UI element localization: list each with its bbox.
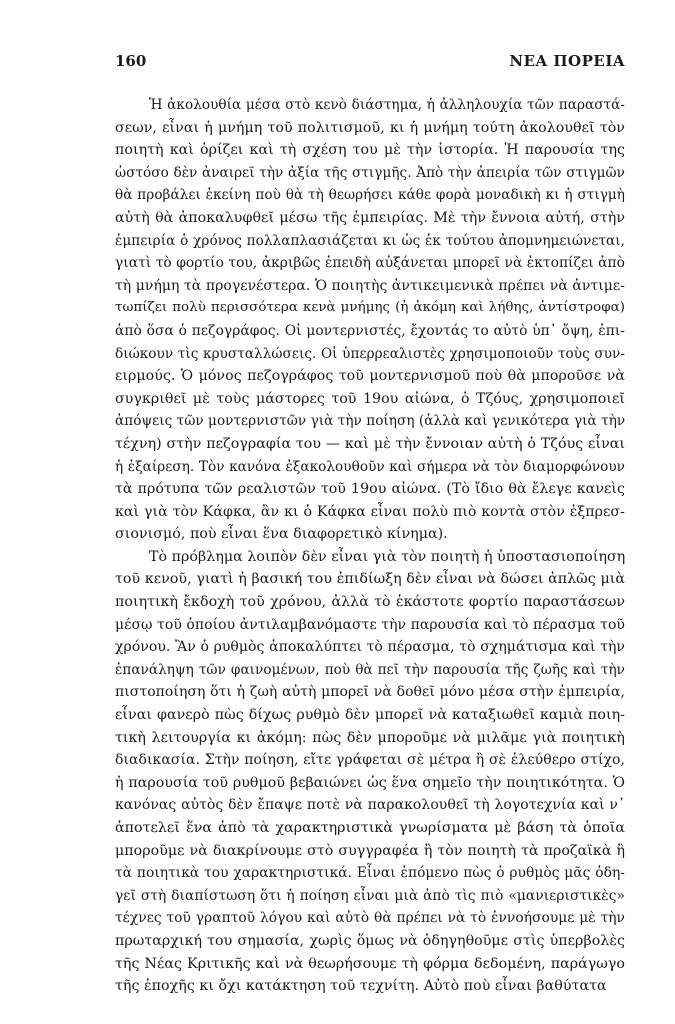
text-line: εἶναι φανερὸ πὼς δίχως ρυθμὸ δὲν μπορεῖ νὰ καταξιωθεῖ καμιὰ ποιη- bbox=[115, 707, 625, 724]
text-line: ἡ ἐξαίρεση. Τὸν κανόνα ἐξακολουθοῦν καὶ σήμερα νὰ τὸν διαμορφώνουν bbox=[115, 458, 625, 475]
text-line: γεῖ στὴ διαπίστωση ὅτι ἡ ποίηση εἶναι μιὰ ἀπὸ τὶς πιὸ «μανιεριστικὲς» bbox=[115, 887, 625, 904]
text-line: σιονισμό, ποὺ εἶναι ἕνα διαφορετικὸ κίνημα). bbox=[115, 526, 448, 543]
text-line: τῆς ἐποχῆς κι ὄχι κατάκτηση τοῦ τεχνίτη. Αὐτὸ ποὺ εἶναι βαθύτατα bbox=[115, 978, 607, 995]
text-line: ἐμπειρία ὁ χρόνος πολλαπλασιάζεται κι ὡς ἐκ τούτου ἀπομνημειώνεται, bbox=[115, 232, 625, 249]
text-line: τοῦ κενοῦ, γιατὶ ἡ βασική του ἐπιδίωξη δὲν εἶναι νὰ δώσει ἁπλῶς μιὰ bbox=[115, 571, 625, 588]
text-line: ἐπανάληψη τῶν φαινομένων, ποὺ θὰ πεῖ τὴν παρουσία τῆς ζωῆς καὶ τὴν bbox=[115, 661, 625, 678]
text-line: σεων, εἶναι ἡ μνήμη τοῦ πολιτισμοῦ, κι ἡ μνήμη τούτη ἀκολουθεῖ τὸν bbox=[115, 119, 625, 136]
text-line: πρωταρχική του σημασία, χωρὶς ὅμως νὰ ὁδηγηθοῦμε στὶς ὑπερβολὲς bbox=[115, 932, 625, 949]
text-line: ἀποτελεῖ ἕνα ἀπὸ τὰ χαρακτηριστικὰ γνωρίσματα μὲ βάση τὰ ὁποῖα bbox=[115, 820, 625, 836]
text-line: κανόνας αὐτὸς δὲν ἔπαψε ποτὲ νὰ παρακολουθεῖ τὴ λογοτεχνία καὶ ν᾽ bbox=[115, 797, 625, 814]
page-number: 160 bbox=[115, 52, 147, 70]
text-line: αὐτὴ θὰ ἀποκαλυφθεῖ μέσω τῆς ἐμπειρίας. Μὲ τὴν ἔννοια αὐτή, στὴν bbox=[115, 209, 625, 226]
text-line: ειρμούς. Ὁ μόνος πεζογράφος τοῦ μοντερνισμοῦ ποὺ θὰ μποροῦσε νὰ bbox=[115, 368, 625, 385]
text-line: ἀπὸ ὅσα ὁ πεζογράφος. Οἱ μοντερνιστές, ἔχοντάς το αὐτὸ ὑπ᾽ ὄψη, ἐπι- bbox=[115, 322, 625, 339]
text-line: τὰ πρότυπα τῶν ρεαλιστῶν τοῦ 19ου αἰώνα. (Τὸ ἴδιο θὰ ἔλεγε κανεὶς bbox=[115, 481, 625, 498]
text-line: ὡστόσο δὲν ἀναιρεῖ τὴν ἀξία τῆς στιγμῆς. Ἀπὸ τὴν ἀπειρία τῶν στιγμῶν bbox=[115, 164, 625, 181]
text-line: τέχνες τοῦ γραπτοῦ λόγου καὶ αὐτὸ θὰ πρέπει νὰ τὸ ἐννοήσουμε μὲ τὴν bbox=[115, 910, 625, 927]
text-line: διαδικασία. Στὴν ποίηση, εἴτε γράφεται σὲ μέτρα ἢ σὲ ἐλεύθερο στίχο, bbox=[115, 752, 625, 769]
text-line: Τὸ πρόβλημα λοιπὸν δὲν εἶναι γιὰ τὸν ποιητὴ ἡ ὑποστασιοποίηση bbox=[149, 548, 626, 565]
body-text bbox=[115, 94, 625, 998]
text-line: ποιητὴ καὶ ὁρίζει καὶ τὴ σχέση του μὲ τὴν ἱστορία. Ἡ παρουσία της bbox=[115, 142, 625, 159]
text-line: χρόνου. Ἂν ὁ ρυθμὸς ἀποκαλύπτει τὸ πέρασμα, τὸ σχημάτισμα καὶ τὴν bbox=[115, 639, 625, 656]
text-line: καὶ γιὰ τὸν Κάφκα, ἂν κι ὁ Κάφκα εἶναι πολὺ πιὸ κοντὰ στὸν ἐξπρεσ- bbox=[115, 503, 625, 520]
text-line: πιστοποίηση ὅτι ἡ ζωὴ αὐτὴ μπορεῖ νὰ δοθεῖ μόνο μέσα στὴν ἐμπειρία, bbox=[115, 684, 625, 701]
text-line: τὰ ποιητικὰ του χαρακτηριστικά. Εἶναι ἐπόμενο πὼς ὁ ρυθμὸς μᾶς ὁδη- bbox=[115, 865, 625, 882]
text-line: τῆς Νέας Κριτικῆς καὶ νὰ θεωρήσουμε τὴ φόρμα δεδομένη, παράγωγο bbox=[115, 955, 625, 972]
text-line: θὰ προβάλει ἐκείνη ποὺ θὰ τὴ θεωρήσει κάθε φορὰ μοναδικὴ κι ἡ στιγμὴ bbox=[115, 187, 625, 204]
paragraph bbox=[115, 546, 625, 998]
running-title: ΝΕΑ ΠΟΡΕΙΑ bbox=[509, 52, 625, 70]
text-line: ἡ παρουσία τοῦ ρυθμοῦ βεβαιώνει ὡς ἕνα σημεῖο τὴν ποιητικότητα. Ὁ bbox=[115, 774, 625, 791]
paragraph bbox=[115, 94, 625, 546]
text-line: γιατὶ τὸ φορτίο του, ἀκριβῶς ἐπειδὴ αὐξάνεται μπορεῖ νὰ ἐκτοπίζει ἀπὸ bbox=[115, 255, 625, 272]
text-line: τικὴ λειτουργία κι ἀκόμη: πὼς δὲν μποροῦμε νὰ μιλᾶμε γιὰ ποιητικὴ bbox=[115, 729, 625, 746]
text-line: μποροῦμε νὰ διακρίνουμε στὸ συγγραφέα ἢ τὸν ποιητὴ τὰ προζαϊκὰ ἢ bbox=[115, 842, 625, 859]
text-line: μέσῳ τοῦ ὁποίου ἀντιλαμβανόμαστε τὴν παρουσία καὶ τὸ πέρασμα τοῦ bbox=[115, 616, 625, 633]
text-line: τέχνη) στὴν πεζογραφία του — καὶ μὲ τὴν ἔννοιαν αὐτὴ ὁ Τζόυς εἶναι bbox=[115, 435, 625, 452]
text-line: συγκριθεῖ μὲ τοὺς μάστορες τοῦ 19ου αἰώνα, ὁ Τζόυς, χρησιμοποιεῖ bbox=[115, 390, 625, 407]
text-line: τὴ μνήμη τὰ προγενέστερα. Ὁ ποιητὴς ἀντικειμενικὰ πρέπει νὰ ἀντιμε- bbox=[115, 277, 625, 294]
page-header bbox=[115, 52, 625, 72]
text-line: ἀπόψεις τῶν μοντερνιστῶν γιὰ τὴν ποίηση (ἀλλὰ καὶ γενικότερα γιὰ τὴν bbox=[115, 413, 626, 430]
text-line: τωπίζει πολὺ περισσότερα κενὰ μνήμης (ἡ ἀκόμη καὶ λήθης, ἀντίστροφα) bbox=[115, 300, 625, 316]
text-line: διώκουν τὶς κρυσταλλώσεις. Οἱ ὑπερρεαλιστὲς χρησιμοποιοῦν τοὺς συν- bbox=[115, 345, 625, 362]
text-line: ποιητικὴ ἔκδοχὴ τοῦ χρόνου, ἀλλὰ τὸ ἑκάστοτε φορτίο παραστάσεων bbox=[115, 594, 625, 611]
text-line: Ἡ ἀκολουθία μέσα στὸ κενὸ διάστημα, ἡ ἀλληλουχία τῶν παραστά- bbox=[149, 97, 625, 113]
